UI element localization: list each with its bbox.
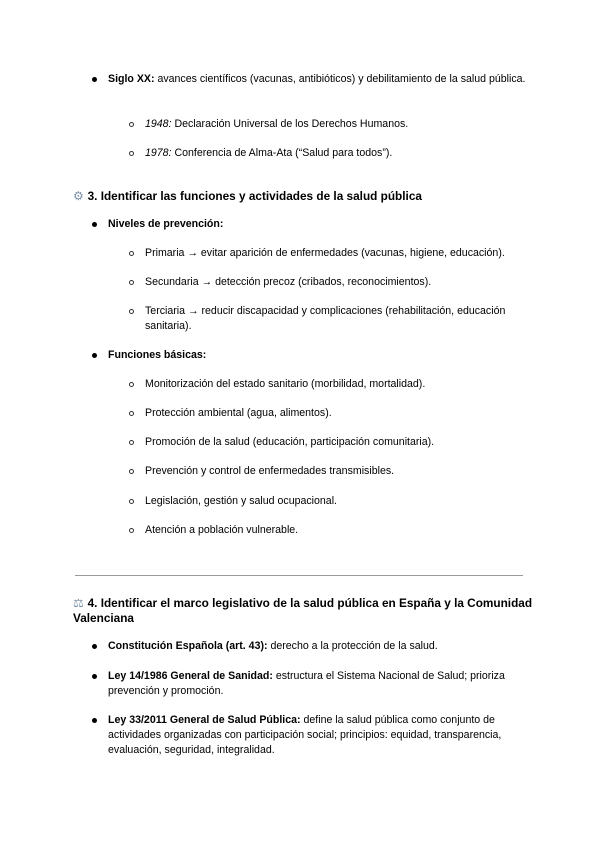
circle-bullet-icon (129, 251, 134, 256)
item-text: Terciaria → reducir discapacidad y complicaciones (rehabilitación, educación sanitaria). (145, 305, 506, 332)
item-label: Ley 14/1986 General de Sanidad: (108, 670, 273, 682)
item-text: Monitorización del estado sanitario (morbilidad, mortalidad). (145, 378, 426, 390)
list-item (108, 713, 528, 758)
circle-bullet-icon (129, 469, 134, 474)
circle-bullet-icon (129, 411, 134, 416)
item-label: Constitución Española (art. 43): (108, 640, 268, 652)
circle-bullet-icon (129, 122, 134, 127)
bullet-icon (92, 644, 97, 649)
heading-text: 3. Identificar las funciones y actividades de la salud pública (87, 189, 422, 203)
item-text: Prevención y control de enfermedades transmisibles. (145, 465, 395, 477)
bullet-icon (92, 718, 97, 723)
horizontal-divider (75, 575, 523, 576)
sub-list-item (145, 406, 535, 421)
section-heading (73, 596, 533, 626)
section-heading (73, 189, 533, 204)
sub-list-item (145, 494, 535, 509)
list-item (108, 72, 528, 87)
item-text: define la salud pública como conjunto de actividades organizadas con participación social; principios: equidad, transparencia, evaluación, seguridad, integralidad. (108, 714, 502, 756)
bullet-icon (92, 674, 97, 679)
item-text: avances científicos (vacunas, antibióticos) y debilitamiento de la salud pública. (154, 73, 526, 85)
bullet-icon (92, 77, 97, 82)
item-label: Siglo XX: (108, 73, 155, 85)
gear-icon: ⚙ (73, 189, 84, 203)
heading-text: 4. Identificar el marco legislativo de la salud pública en España y la Comunidad Valenciana (73, 596, 533, 625)
item-text: Primaria → evitar aparición de enfermedades (vacunas, higiene, educación). (145, 247, 505, 259)
list-item (108, 639, 528, 654)
circle-bullet-icon (129, 528, 134, 533)
list-item (108, 217, 528, 232)
scales-icon: ⚖ (73, 596, 84, 610)
sub-list-item (145, 304, 535, 334)
item-text: estructura el Sistema Nacional de Salud; prioriza prevención y promoción. (108, 670, 505, 697)
item-label: Ley 33/2011 General de Salud Pública: (108, 714, 301, 726)
item-label: Funciones básicas: (108, 349, 207, 361)
sub-list-item (145, 246, 535, 261)
circle-bullet-icon (129, 499, 134, 504)
sub-list-item (145, 275, 535, 290)
list-item (108, 669, 528, 699)
sub-list-item (145, 117, 535, 132)
item-text: Promoción de la salud (educación, participación comunitaria). (145, 436, 435, 448)
item-label: Niveles de prevención: (108, 218, 224, 230)
item-year: 1978: (145, 147, 172, 159)
sub-list-item (145, 464, 535, 479)
bullet-icon (92, 222, 97, 227)
sub-list-item (145, 377, 535, 392)
item-text: Protección ambiental (agua, alimentos). (145, 407, 332, 419)
circle-bullet-icon (129, 151, 134, 156)
item-text: Secundaria → detección precoz (cribados, reconocimientos). (145, 276, 432, 288)
bullet-icon (92, 353, 97, 358)
list-item (108, 348, 528, 363)
sub-list-item (145, 435, 535, 450)
circle-bullet-icon (129, 382, 134, 387)
item-text: Atención a población vulnerable. (145, 524, 299, 536)
item-text: Declaración Universal de los Derechos Humanos. (171, 118, 409, 130)
item-text: Conferencia de Alma-Ata (“Salud para todos”). (171, 147, 393, 159)
item-text: Legislación, gestión y salud ocupacional. (145, 495, 337, 507)
sub-list-item (145, 523, 535, 538)
circle-bullet-icon (129, 280, 134, 285)
sub-list-item (145, 146, 535, 161)
item-text: derecho a la protección de la salud. (267, 640, 438, 652)
circle-bullet-icon (129, 309, 134, 314)
circle-bullet-icon (129, 440, 134, 445)
item-year: 1948: (145, 118, 172, 130)
